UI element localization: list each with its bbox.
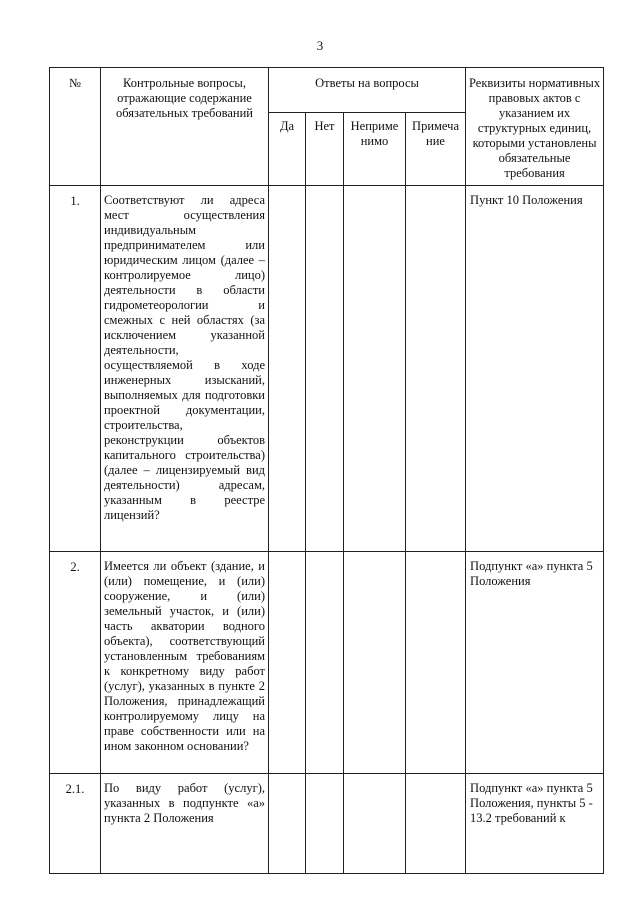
row-question: Соответствуют ли адреса мест осуществления индивидуальным предпринимателем или юридическим лицом (далее – контролируемое лицо) деятельности в области гидрометеорологии и смежных с ней областях (за исключением указанной деятельности, осуществляемой в ходе инженерных изысканий, выполняемых для подготовки проектной документации, строительства, реконструкции объектов капитального строительства) (далее – лицензируемый вид деятельности) адресам, указанным в реестре лицензий? [101,186,269,552]
header-answer-yes: Да [269,113,306,186]
answer-no-cell[interactable] [306,186,344,552]
row-question: По виду работ (услуг), указанных в подпункте «а» пункта 2 Положения [101,774,269,874]
table-row [50,552,604,774]
header-reference: Реквизиты нормативных правовых актов с указанием их структурных единиц, которыми установлены обязательные требования [466,68,604,186]
row-reference: Подпункт «а» пункта 5 Положения [466,552,604,774]
answer-no-cell[interactable] [306,552,344,774]
answer-not-applicable-cell[interactable] [344,552,406,774]
header-row-top [50,68,604,113]
table-row [50,774,604,874]
row-question: Имеется ли объект (здание, и (или) помещение, и (или) сооружение, и (или) земельный участок, и (или) часть акватории водного объекта), соответствующий установленным требованиям к конкретному виду работ (услуг), указанных в пункте 2 Положения, принадлежащий контролируемому лицу на праве собственности или на ином законном основании? [101,552,269,774]
answer-not-applicable-cell[interactable] [344,774,406,874]
header-number: № [50,68,101,186]
header-answers: Ответы на вопросы [269,68,466,113]
answer-note-cell[interactable] [406,186,466,552]
answer-note-cell[interactable] [406,774,466,874]
answer-no-cell[interactable] [306,774,344,874]
answer-not-applicable-cell[interactable] [344,186,406,552]
row-number: 2.1. [50,774,101,874]
answer-yes-cell[interactable] [269,774,306,874]
header-answer-note: Примеча ние [406,113,466,186]
requirements-table [49,67,604,874]
answer-note-cell[interactable] [406,552,466,774]
answer-yes-cell[interactable] [269,186,306,552]
row-reference: Пункт 10 Положения [466,186,604,552]
header-question: Контрольные вопросы, отражающие содержание обязательных требований [101,68,269,186]
header-answer-no: Нет [306,113,344,186]
page-number: 3 [316,38,324,53]
row-number: 2. [50,552,101,774]
header-answer-not-applicable: Неприме нимо [344,113,406,186]
table-row [50,186,604,552]
row-reference: Подпункт «а» пункта 5 Положения, пункты 5 - 13.2 требований к [466,774,604,874]
row-number: 1. [50,186,101,552]
answer-yes-cell[interactable] [269,552,306,774]
